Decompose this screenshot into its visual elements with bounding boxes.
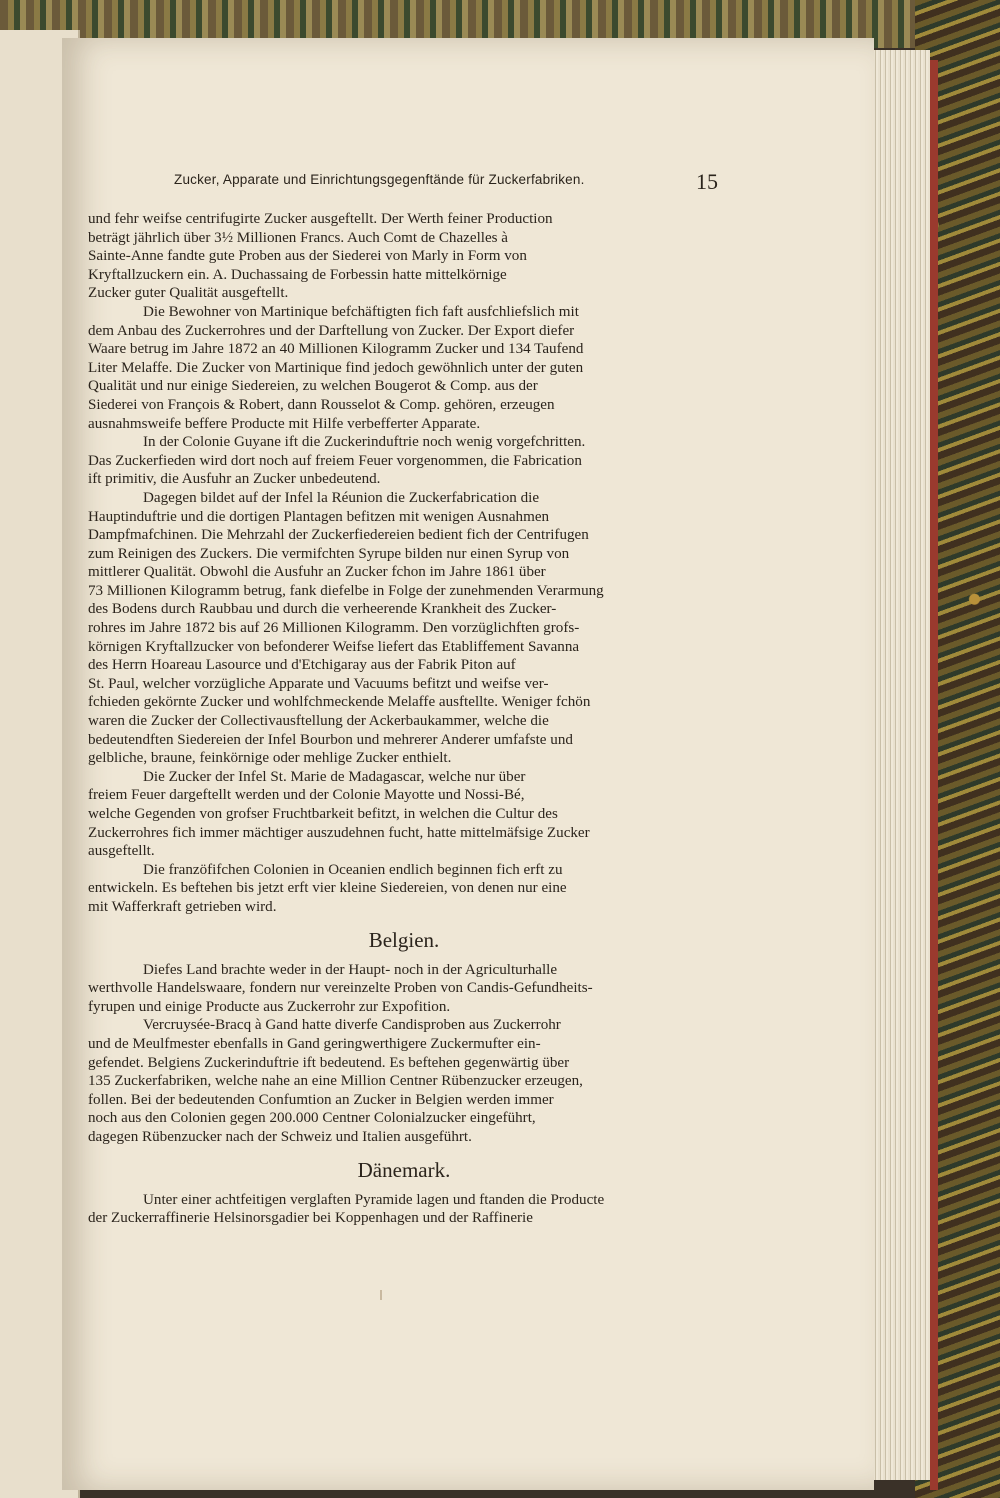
text-block-daenemark bbox=[88, 1191, 720, 1228]
text-line: gelbliche, braune, feinkörnige oder mehlige Zucker enthielt. bbox=[88, 750, 452, 767]
text-line: fchieden gekörnte Zucker und wohlfchmeckende Melaffe ausftellte. Weniger fchön bbox=[88, 694, 591, 711]
section-heading-daenemark: Dänemark. bbox=[357, 1157, 451, 1182]
text-line: Qualität und nur einige Siedereien, zu welchen Bougerot & Comp. aus der bbox=[88, 378, 538, 395]
text-line: der Zuckerraffinerie Helsinorsgadier bei Koppenhagen und der Raffinerie bbox=[88, 1210, 533, 1227]
text-line: des Herrn Hoareau Lasource und d'Etchigaray aus der Fabrik Piton auf bbox=[88, 657, 516, 674]
text-line: Diefes Land brachte weder in der Haupt- noch in der Agriculturhalle bbox=[143, 961, 558, 978]
text-line: Vercruysée-Bracq à Gand hatte diverfe Candisproben aus Zuckerrohr bbox=[143, 1017, 561, 1034]
text-line: fyrupen und einige Producte aus Zuckerrohr zur Expofition. bbox=[88, 998, 451, 1015]
text-line: Die Bewohner von Martinique befchäftigten fich faft ausfchliefslich mit bbox=[143, 303, 579, 320]
text-block-colonies bbox=[88, 210, 720, 917]
text-line: 135 Zuckerfabriken, welche nahe an eine Million Centner Rübenzucker erzeugen, bbox=[88, 1073, 583, 1090]
text-line: werthvolle Handelswaare, fondern nur vereinzelte Proben von Candis-Gefundheits- bbox=[88, 980, 593, 997]
text-line: dagegen Rübenzucker nach der Schweiz und Italien ausgeführt. bbox=[88, 1128, 472, 1145]
text-line: noch aus den Colonien gegen 200.000 Centner Colonialzucker eingeführt, bbox=[88, 1110, 536, 1127]
text-line: Waare betrug im Jahre 1872 an 40 Millionen Kilogramm Zucker und 134 Taufend bbox=[88, 341, 584, 358]
text-line: Die Zucker der Infel St. Marie de Madagascar, welche nur über bbox=[143, 768, 526, 785]
text-line: Zuckerrohres fich immer mächtiger auszudehnen fucht, hatte mittelmäfsige Zucker bbox=[88, 824, 590, 841]
text-line: ausgeftellt. bbox=[88, 843, 155, 860]
text-line: beträgt jährlich über 3½ Millionen Francs. Auch Comt de Chazelles à bbox=[88, 229, 509, 246]
text-line: mittlerer Qualität. Obwohl die Ausfuhr an Zucker fchon im Jahre 1861 über bbox=[88, 564, 546, 581]
text-line: follen. Bei der bedeutenden Confumtion an Zucker in Belgien werden immer bbox=[88, 1091, 554, 1108]
text-line: rohres im Jahre 1872 bis auf 26 Millionen Kilogramm. Den vorzüglichften grofs- bbox=[88, 620, 580, 637]
text-line: dem Anbau des Zuckerrohres und der Darftellung von Zucker. Der Export diefer bbox=[88, 322, 575, 339]
text-line: und fehr weifse centrifugirte Zucker ausgeftellt. Der Werth feiner Production bbox=[88, 211, 553, 227]
text-line: freiem Feuer dargeftellt werden und der Colonie Mayotte und Nossi-Bé, bbox=[88, 787, 525, 804]
text-line: Dagegen bildet auf der Infel la Réunion die Zuckerfabrication die bbox=[143, 489, 540, 506]
running-head: Zucker, Apparate und Einrichtungsgegenftände für Zuckerfabriken. bbox=[174, 172, 585, 187]
text-line: Unter einer achtfeitigen verglaften Pyramide lagen und ftanden die Producte bbox=[143, 1191, 605, 1208]
text-line: Zucker guter Qualität ausgeftellt. bbox=[88, 285, 289, 302]
page-edges bbox=[868, 50, 930, 1480]
text-line: Sainte-Anne fandte gute Proben aus der Siederei von Marly in Form von bbox=[88, 248, 527, 265]
text-line: ausnahmsweife beffere Producte mit Hilfe verbefferter Apparate. bbox=[88, 415, 481, 432]
text-line: welche Gegenden von grofser Fruchtbarkeit befitzt, in welchen die Cultur des bbox=[88, 806, 558, 822]
text-line: ift primitiv, die Ausfuhr an Zucker unbedeutend. bbox=[88, 471, 381, 488]
text-line: In der Colonie Guyane ift die Zuckerinduftrie noch wenig vorgefchritten. bbox=[143, 434, 586, 451]
text-line: Dampfmafchinen. Die Mehrzahl der Zuckerfiedereien bedient fich der Centrifugen bbox=[88, 527, 589, 544]
text-line: körnigen Kryftallzucker von befonderer Weifse liefert das Etabliffement Savanna bbox=[88, 638, 580, 655]
text-line: 73 Millionen Kilogramm betrug, fank diefelbe in Folge der zunehmenden Verarmung bbox=[88, 582, 604, 599]
text-line: Die franzöfifchen Colonien in Oceanien endlich beginnen fich erft zu bbox=[143, 861, 563, 878]
text-line: mit Wafferkraft getrieben wird. bbox=[88, 898, 277, 915]
text-line: gefendet. Belgiens Zuckerinduftrie ift bedeutend. Es beftehen gegenwärtig über bbox=[88, 1054, 570, 1071]
text-line: bedeutendften Siedereien der Infel Bourbon und mehrerer Anderer umfafste und bbox=[88, 731, 573, 748]
text-block-belgien bbox=[88, 961, 720, 1147]
text-line: Siederei von François & Robert, dann Rousselot & Comp. gehören, erzeugen bbox=[88, 396, 555, 413]
text-line: des Bodens durch Raubbau und durch die verheerende Krankheit des Zucker- bbox=[88, 601, 557, 618]
text-line: entwickeln. Es beftehen bis jetzt erft vier kleine Siedereien, von denen nur eine bbox=[88, 880, 567, 897]
text-line: waren die Zucker der Collectivausftellung der Ackerbaukammer, welche die bbox=[88, 713, 549, 730]
text-line: zum Reinigen des Zuckers. Die vermifchten Syrupe bilden nur einen Syrup von bbox=[88, 545, 570, 562]
text-line: Liter Melaffe. Die Zucker von Martinique find jedoch gewöhnlich unter der guten bbox=[88, 359, 584, 376]
cover-binding-strip bbox=[930, 60, 938, 1490]
section-heading-belgien: Belgien. bbox=[368, 927, 440, 952]
text-line: Das Zuckerfieden wird dort noch auf freiem Feuer vorgenommen, die Fabrication bbox=[88, 452, 582, 469]
page-number: 15 bbox=[696, 169, 718, 194]
text-line: Hauptinduftrie und die dortigen Plantagen befitzen mit wenigen Ausnahmen bbox=[88, 508, 550, 525]
text-line: St. Paul, welcher vorzügliche Apparate und Vacuums befitzt und weifse ver- bbox=[88, 675, 549, 692]
text-line: und de Meulfmester ebenfalls in Gand geringwerthigere Zuckermufter ein- bbox=[88, 1035, 541, 1052]
ink-mark bbox=[380, 1290, 382, 1300]
body-text bbox=[88, 210, 720, 1228]
text-line: Kryftallzuckern ein. A. Duchassaing de Forbessin hatte mittelkörnige bbox=[88, 266, 507, 283]
